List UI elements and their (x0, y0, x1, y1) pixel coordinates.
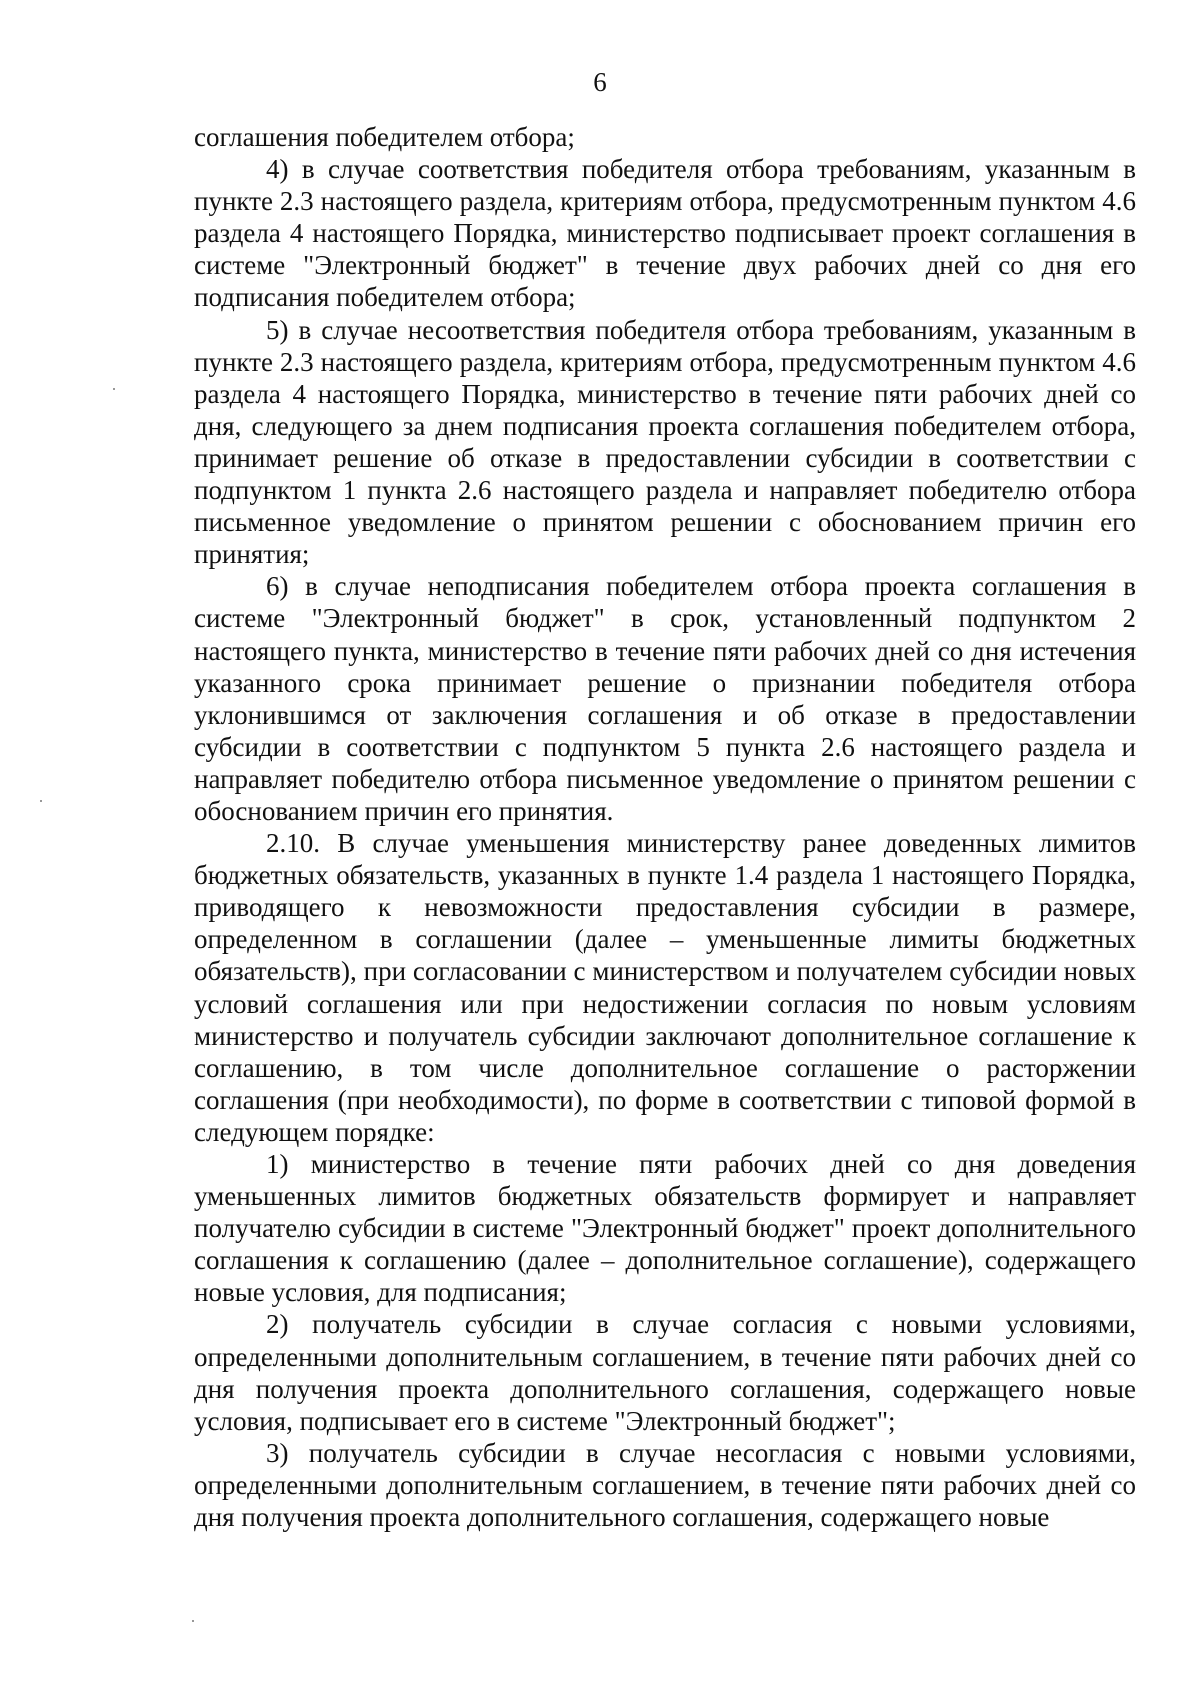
document-body (194, 121, 1136, 1533)
paragraph-subitem-2: 2) получатель субсидии в случае согласия с новыми условиями, определенными дополнительным соглашением, в течение пяти рабочих дней со дня получения проекта дополнительного соглашения, содержащего новые условия, подписывает его в системе "Электронный бюджет"; (194, 1309, 1136, 1436)
paragraph-item-4: 4) в случае соответствия победителя отбора требованиям, указанным в пункте 2.3 настоящего раздела, критериям отбора, предусмотренным пунктом 4.6 раздела 4 настоящего Порядка, министерство подписывает проект соглашения в системе "Электронный бюджет" в течение двух рабочих дней со дня его подписания победителем отбора; (194, 154, 1136, 313)
paragraph-item-6: 6) в случае неподписания победителем отбора проекта соглашения в системе "Электронный бюджет" в срок, установленный подпунктом 2 настоящего пункта, министерство в течение пяти рабочих дней со дня истечения указанного срока принимает решение о признании победителя отбора уклонившимся от заключения соглашения и об отказе в предоставлении субсидии в соответствии с подпунктом 5 пункта 2.6 настоящего раздела и направляет победителю отбора письменное уведомление о принятом решении с обоснованием причин его принятия. (194, 571, 1136, 826)
paragraph-subitem-1: 1) министерство в течение пяти рабочих дней со дня доведения уменьшенных лимитов бюджетных обязательств формирует и направляет получателю субсидии в системе "Электронный бюджет" проект дополнительного соглашения к соглашению (далее – дополнительное соглашение), содержащего новые условия, для подписания; (194, 1149, 1136, 1308)
paragraph-subitem-3: 3) получатель субсидии в случае несогласия с новыми условиями, определенными дополнительным соглашением, в течение пяти рабочих дней со дня получения проекта дополнительного соглашения, содержащего новые (194, 1437, 1136, 1533)
page-number: 6 (593, 67, 607, 97)
paragraph-item-5: 5) в случае несоответствия победителя отбора требованиям, указанным в пункте 2.3 настоящего раздела, критериям отбора, предусмотренным пунктом 4.6 раздела 4 настоящего Порядка, министерство в течение пяти рабочих дней со дня, следующего за днем подписания проекта соглашения победителем отбора, принимает решение об отказе в предоставлении субсидии в соответствии с подпунктом 1 пункта 2.6 настоящего раздела и направляет победителю отбора письменное уведомление о принятом решении с обоснованием причин его принятия; (194, 314, 1136, 570)
paragraph-continuation: соглашения победителем отбора; (194, 122, 575, 152)
scan-speck (40, 800, 42, 802)
paragraph-clause-2-10: 2.10. В случае уменьшения министерству ранее доведенных лимитов бюджетных обязательств, указанных в пункте 1.4 раздела 1 настоящего Порядка, приводящего к невозможности предоставления субсидии в размере, определенном в соглашении (далее – уменьшенные лимиты бюджетных обязательств), при согласовании с министерством и получателем субсидии новых условий соглашения или при недостижении согласия по новым условиям министерство и получатель субсидии заключают дополнительное соглашение к соглашению, в том числе дополнительное соглашение о расторжении соглашения (при необходимости), по форме в соответствии с типовой формой в следующем порядке: (194, 828, 1136, 1147)
scan-speck (192, 1620, 194, 1622)
scan-speck (113, 388, 115, 390)
